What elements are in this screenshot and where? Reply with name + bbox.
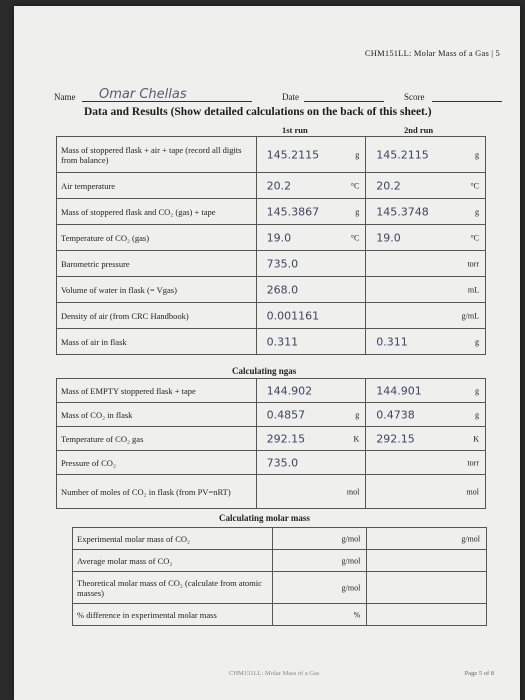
unit-label: g — [475, 337, 479, 346]
row-label: Mass of EMPTY stoppered flask + tape — [57, 379, 257, 403]
run1-cell[interactable] — [256, 303, 366, 329]
run1-cell[interactable] — [256, 251, 366, 277]
run1-cell[interactable] — [256, 475, 366, 509]
run2-cell[interactable] — [367, 528, 487, 550]
first-run-header: 1st run — [282, 125, 308, 135]
table-row — [57, 173, 486, 199]
row-label: Number of moles of CO₂ in flask (from PV=nRT) — [57, 475, 257, 509]
unit-label: g/mol — [341, 583, 361, 592]
row-label: Mass of air in flask — [57, 329, 257, 355]
handwritten-value: 144.901 — [376, 384, 422, 397]
handwritten-value: 292.15 — [376, 432, 415, 445]
unit-label: g — [355, 207, 360, 216]
row-label: Theoretical molar mass of CO₂ (calculate from atomic masses) — [73, 572, 273, 604]
run2-cell[interactable] — [366, 403, 486, 427]
handwritten-value: 20.2 — [376, 179, 401, 192]
run2-cell[interactable] — [366, 251, 486, 277]
unit-label: K — [353, 434, 360, 443]
table-row — [57, 403, 486, 427]
run1-cell[interactable] — [256, 137, 366, 173]
unit-label: g/mL — [461, 311, 479, 320]
table-row — [57, 379, 486, 403]
unit-label: torr — [467, 458, 479, 467]
table-row — [57, 199, 486, 225]
row-label: Average molar mass of CO₂ — [73, 550, 273, 572]
handwritten-value: 0.001161 — [266, 309, 320, 322]
unit-label: g — [475, 207, 479, 216]
molar-mass-table — [72, 527, 487, 626]
row-label: % difference in experimental molar mass — [73, 604, 273, 626]
run1-cell[interactable] — [272, 550, 367, 572]
calc-ngas-title: Calculating ngas — [232, 366, 297, 376]
score-underline — [432, 101, 502, 102]
date-underline — [304, 101, 384, 102]
handwritten-value: 19.0 — [376, 231, 401, 244]
footer-course: CHM151LL: Molar Mass of a Gas — [229, 670, 320, 677]
run1-cell[interactable] — [256, 451, 366, 475]
unit-label: g — [475, 410, 479, 419]
row-label: Mass of stoppered flask + air + tape (record all digits from balance) — [57, 137, 257, 173]
run2-cell[interactable] — [367, 572, 487, 604]
run2-cell[interactable] — [366, 277, 486, 303]
unit-label: torr — [467, 259, 479, 268]
handwritten-value: 145.2115 — [376, 148, 429, 161]
handwritten-value: 20.2 — [266, 179, 292, 192]
table-row — [73, 528, 487, 550]
handwritten-value: 145.3748 — [376, 205, 429, 218]
handwritten-value: 0.311 — [376, 335, 408, 348]
run1-cell[interactable] — [256, 329, 366, 355]
row-label: Barometric pressure — [57, 251, 257, 277]
unit-label: °C — [350, 181, 360, 190]
run2-cell[interactable] — [366, 137, 486, 173]
footer-page: Page 5 of 8 — [464, 670, 494, 677]
handwritten-value: 268.0 — [266, 283, 299, 296]
run1-cell[interactable] — [256, 403, 366, 427]
course-header: CHM151LL: Molar Mass of a Gas | 5 — [364, 48, 500, 58]
run2-cell[interactable] — [366, 427, 486, 451]
section-title: Data and Results (Show detailed calculations on the back of this sheet.) — [84, 106, 432, 118]
handwritten-value: 0.311 — [266, 335, 299, 348]
handwritten-value: 0.4738 — [376, 408, 415, 421]
row-label: Temperature of CO₂ gas — [57, 427, 257, 451]
student-name: Omar Chellas — [99, 87, 187, 102]
run2-cell[interactable] — [366, 475, 486, 509]
run1-cell[interactable] — [256, 173, 366, 199]
unit-label: g/mol — [341, 534, 361, 543]
run2-cell[interactable] — [367, 550, 487, 572]
unit-label: mol — [466, 487, 479, 496]
unit-label: °C — [470, 181, 479, 190]
row-label: Air temperature — [57, 173, 257, 199]
table-row — [73, 572, 487, 604]
run2-cell[interactable] — [366, 329, 486, 355]
handwritten-value: 0.4857 — [266, 408, 306, 421]
handwritten-value: 292.15 — [266, 432, 306, 445]
handwritten-value: 145.2115 — [266, 148, 320, 161]
handwritten-value: 145.3867 — [266, 205, 320, 218]
table-row — [57, 329, 486, 355]
run2-cell[interactable] — [366, 173, 486, 199]
handwritten-value: 144.902 — [266, 384, 313, 397]
run1-cell[interactable] — [272, 528, 367, 550]
row-label: Mass of stoppered flask and CO₂ (gas) + tape — [57, 199, 257, 225]
table-row — [57, 225, 486, 251]
score-label: Score — [404, 92, 425, 102]
run2-cell[interactable] — [366, 379, 486, 403]
run1-cell[interactable] — [256, 225, 366, 251]
worksheet-page — [14, 6, 520, 700]
row-label: Density of air (from CRC Handbook) — [57, 303, 257, 329]
row-label: Mass of CO₂ in flask — [57, 403, 257, 427]
unit-label: g — [475, 386, 479, 395]
unit-label: mL — [467, 285, 479, 294]
table-row — [57, 427, 486, 451]
run2-cell[interactable] — [366, 303, 486, 329]
second-run-header: 2nd run — [404, 125, 434, 135]
run2-cell[interactable] — [367, 604, 487, 626]
run1-cell[interactable] — [256, 199, 366, 225]
run2-cell[interactable] — [366, 451, 486, 475]
table-row — [57, 475, 486, 509]
table-row — [57, 277, 486, 303]
run2-cell[interactable] — [366, 199, 486, 225]
table-row — [57, 137, 486, 173]
run1-cell[interactable] — [272, 572, 367, 604]
handwritten-value: 735.0 — [266, 257, 299, 270]
handwritten-value: 19.0 — [266, 231, 292, 244]
run1-cell[interactable] — [272, 604, 367, 626]
unit-label: % — [353, 610, 361, 619]
table-row — [57, 251, 486, 277]
table-row — [73, 604, 487, 626]
row-label: Pressure of CO₂ — [57, 451, 257, 475]
table-row — [57, 303, 486, 329]
name-label: Name — [54, 92, 76, 102]
calc-ngas-table — [56, 378, 486, 509]
row-label: Experimental molar mass of CO₂ — [73, 528, 273, 550]
unit-label: g — [475, 150, 479, 159]
unit-label: g/mol — [461, 534, 480, 543]
table-row — [57, 451, 486, 475]
unit-label: mol — [346, 487, 360, 496]
run1-cell[interactable] — [256, 379, 366, 403]
row-label: Volume of water in flask (= Vgas) — [57, 277, 257, 303]
table-row — [73, 550, 487, 572]
handwritten-value: 735.0 — [266, 456, 299, 469]
unit-label: °C — [470, 233, 479, 242]
unit-label: K — [473, 434, 479, 443]
unit-label: g — [355, 410, 360, 419]
unit-label: g — [355, 150, 360, 159]
date-label: Date — [282, 92, 299, 102]
run2-cell[interactable] — [366, 225, 486, 251]
run1-cell[interactable] — [256, 277, 366, 303]
calc-molar-title: Calculating molar mass — [219, 513, 310, 523]
row-label: Temperature of CO₂ (gas) — [57, 225, 257, 251]
unit-label: g/mol — [341, 556, 361, 565]
run1-cell[interactable] — [256, 427, 366, 451]
data-table — [56, 136, 486, 355]
name-row — [54, 84, 514, 108]
unit-label: °C — [350, 233, 360, 242]
